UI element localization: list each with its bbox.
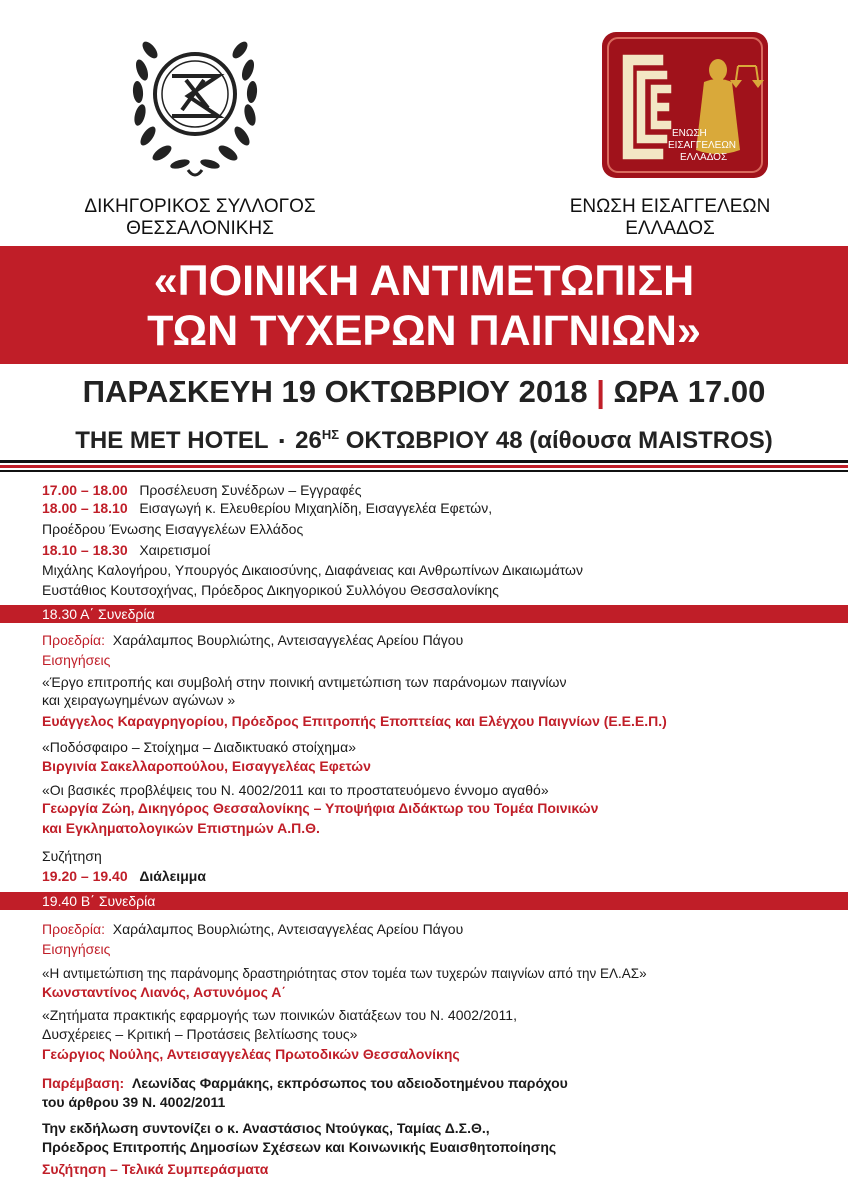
schedule-item: [42, 542, 210, 559]
intervention-label: Παρέμβαση:: [42, 1075, 125, 1091]
intervention-text: Λεωνίδας Φαρμάκης, εκπρόσωπος του αδειοδοτημένου παρόχου: [131, 1075, 568, 1091]
talk-speaker: Γεωργία Ζώη, Δικηγόρος Θεσσαλονίκης – Υποψήφια Διδάκτωρ του Τομέα Ποινικών: [42, 800, 599, 816]
discussion-label: Συζήτηση: [42, 848, 102, 864]
venue-hotel: THE MET HOTEL: [75, 427, 269, 454]
session-b-header: 19.40 Β΄ Συνεδρία: [0, 892, 848, 910]
talk-speaker: Βιργινία Σακελλαροπούλου, Εισαγγελέας Εφετών: [42, 758, 371, 774]
talk-title: «Ζητήματα πρακτικής εφαρμογής των ποινικών διατάξεων του Ν. 4002/2011,: [42, 1007, 517, 1023]
talk-title: «Έργο επιτροπής και συμβολή στην ποινική αντιμετώπιση των παράνομων παιγνίων: [42, 674, 567, 690]
talks-label: Εισηγήσεις: [42, 652, 111, 668]
title-banner: [0, 246, 848, 364]
session-a-header: 18.30 Α΄ Συνεδρία: [0, 605, 848, 623]
prosecutors-union-logo: [600, 30, 770, 180]
event-time: ΩΡΑ 17.00: [613, 374, 766, 409]
coordinator-text: Την εκδήλωση συντονίζει ο κ. Αναστάσιος Ντούγκας, Ταμίας Δ.Σ.Θ.,: [42, 1120, 490, 1136]
closing-discussion: Συζήτηση – Τελικά Συμπεράσματα: [42, 1161, 269, 1177]
schedule-item: [42, 500, 492, 517]
item-text: Προσέλευση Συνέδρων – Εγγραφές: [139, 482, 362, 498]
right-org-line-2: ΕΛΛΑΔΟΣ: [625, 218, 715, 239]
time-slot: 17.00 – 18.00: [42, 482, 128, 498]
chair-name: Χαράλαμπος Βουρλιώτης, Αντεισαγγελέας Αρείου Πάγου: [112, 921, 464, 937]
event-day: ΠΑΡΑΣΚΕΥΗ 19 ΟΚΤΩΒΡΙΟΥ 2018: [82, 374, 588, 409]
divider-stripes: [0, 460, 848, 472]
logo-text-line-2: ΕΙΣΑΓΓΕΛΕΩΝ: [668, 140, 737, 151]
chair-label: Προεδρία:: [42, 921, 105, 937]
venue-number: 26: [295, 427, 322, 454]
intervention: [42, 1075, 568, 1092]
title-line-1: «ΠΟΙΝΙΚΗ ΑΝΤΙΜΕΤΩΠΙΣΗ: [153, 257, 695, 305]
date-separator: |: [596, 374, 605, 409]
talk-speaker: και Εγκληματολογικών Επιστημών Α.Π.Θ.: [42, 820, 320, 836]
event-venue: [0, 419, 848, 458]
greeting-speaker: Μιχάλης Καλογήρου, Υπουργός Δικαιοσύνης, Διαφάνειας και Ανθρωπίνων Δικαιωμάτων: [42, 562, 583, 578]
talk-title: Δυσχέρειες – Κριτική – Προτάσεις βελτίωσης τους»: [42, 1026, 358, 1042]
item-text: Εισαγωγή κ. Ελευθερίου Μιχαηλίδη, Εισαγγελέα Εφετών,: [139, 500, 493, 516]
right-org-line-1: ΕΝΩΣΗ ΕΙΣΑΓΓΕΛΕΩΝ: [569, 196, 771, 217]
event-date: [0, 372, 848, 412]
session-chair: [42, 921, 463, 938]
session-chair: [42, 632, 463, 649]
item-text: Χαιρετισμοί: [139, 542, 211, 558]
time-slot: 19.20 – 19.40: [42, 868, 128, 884]
venue-bullet: ▪: [278, 432, 285, 450]
talk-title: «Η αντιμετώπιση της παράνομης δραστηριότητας στον τομέα των τυχερών παιγνίων από την ΕΛ.ΑΣ»: [42, 966, 647, 981]
item-text: Διάλειμμα: [139, 868, 206, 884]
talk-title: «Ποδόσφαιρο – Στοίχημα – Διαδικτυακό στοίχημα»: [42, 739, 356, 755]
left-org-line-1: ΔΙΚΗΓΟΡΙΚΟΣ ΣΥΛΛΟΓΟΣ: [84, 196, 316, 217]
break-item: [42, 868, 206, 885]
talks-label: Εισηγήσεις: [42, 941, 111, 957]
chair-name: Χαράλαμπος Βουρλιώτης, Αντεισαγγελέας Αρείου Πάγου: [112, 632, 464, 648]
talk-speaker: Κωνσταντίνος Λιανός, Αστυνόμος Α΄: [42, 984, 287, 1000]
logo-text-line-1: ΕΝΩΣΗ: [672, 128, 707, 139]
greeting-speaker: Ευστάθιος Κουτσοχήνας, Πρόεδρος Δικηγορικού Συλλόγου Θεσσαλονίκης: [42, 582, 499, 598]
venue-street: ΟΚΤΩΒΡΙΟΥ 48 (αίθουσα MAISTROS): [345, 427, 773, 454]
left-organization-name: [60, 196, 340, 240]
left-org-line-2: ΘΕΣΣΑΛΟΝΙΚΗΣ: [126, 218, 274, 239]
bar-association-wreath-logo: [128, 20, 262, 182]
coordinator-text: Πρόεδρος Επιτροπής Δημοσίων Σχέσεων και Κοινωνικής Ευαισθητοποίησης: [42, 1139, 557, 1155]
talk-title: «Οι βασικές προβλέψεις του Ν. 4002/2011 και το προστατευόμενο έννομο αγαθό»: [42, 782, 549, 798]
right-organization-name: [520, 196, 820, 240]
talk-title: και χειραγωγημένων αγώνων »: [42, 692, 236, 708]
talk-speaker: Ευάγγελος Καραγρηγορίου, Πρόεδρος Επιτροπής Εποπτείας και Ελέγχου Παιγνίων (Ε.Ε.Ε.Π.): [42, 713, 667, 729]
time-slot: 18.00 – 18.10: [42, 500, 128, 516]
venue-superscript: ΗΣ: [321, 427, 340, 442]
schedule-item: [42, 482, 362, 499]
intervention-text-continued: του άρθρου 39 Ν. 4002/2011: [42, 1094, 226, 1110]
time-slot: 18.10 – 18.30: [42, 542, 128, 558]
chair-label: Προεδρία:: [42, 632, 105, 648]
talk-speaker: Γεώργιος Νούλης, Αντεισαγγελέας Πρωτοδικών Θεσσαλονίκης: [42, 1046, 460, 1062]
item-text-continued: Προέδρου Ένωσης Εισαγγελέων Ελλάδος: [42, 521, 304, 537]
logo-text-line-3: ΕΛΛΑΔΟΣ: [680, 152, 728, 163]
title-line-2: ΤΩΝ ΤΥΧΕΡΩΝ ΠΑΙΓΝΙΩΝ»: [147, 307, 701, 355]
